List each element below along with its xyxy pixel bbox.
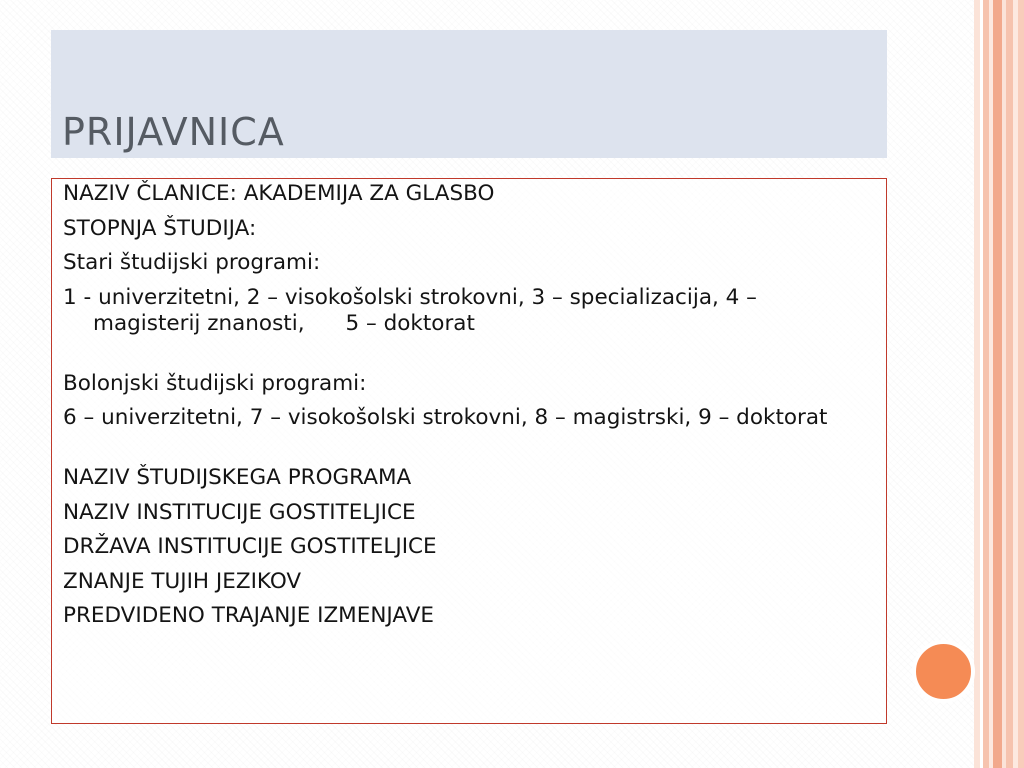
list-item-member-name: NAZIV ČLANICE: AKADEMIJA ZA GLASBO [63, 181, 495, 206]
content-box [51, 178, 887, 724]
list-item-old-programs-heading: Stari študijski programi: [63, 250, 321, 275]
decorative-side-stripes [974, 0, 1024, 768]
title-band [51, 30, 887, 158]
stripe [993, 0, 1002, 768]
list-item-program-name: NAZIV ŠTUDIJSKEGA PROGRAMA [63, 465, 412, 490]
decorative-orange-circle [912, 640, 975, 703]
list-item-language-skills: ZNANJE TUJIH JEZIKOV [63, 568, 302, 594]
list-item-bologna-programs-heading: Bolonjski študijski programi: [63, 370, 367, 396]
stripe [1006, 0, 1013, 768]
list-item-exchange-duration: PREDVIDENO TRAJANJE IZMENJAVE [63, 603, 434, 628]
stripe [1018, 0, 1024, 768]
list-item-host-institution: NAZIV INSTITUCIJE GOSTITELJICE [63, 499, 416, 525]
list-item-old-programs-codes: 1 - univerzitetni, 2 – visokošolski strokovni, 3 – specializacija, 4 – magisterij znanosti, 5 – doktorat [63, 284, 764, 336]
slide-title: PRIJAVNICA [62, 110, 285, 155]
list-item-study-level: STOPNJA ŠTUDIJA: [63, 215, 257, 241]
content-list [63, 181, 863, 638]
list-item-host-country: DRŽAVA INSTITUCIJE GOSTITELJICE [63, 534, 437, 559]
list-item-bologna-programs-codes: 6 – univerzitetni, 7 – visokošolski strokovni, 8 – magistrski, 9 – doktorat [63, 405, 828, 430]
